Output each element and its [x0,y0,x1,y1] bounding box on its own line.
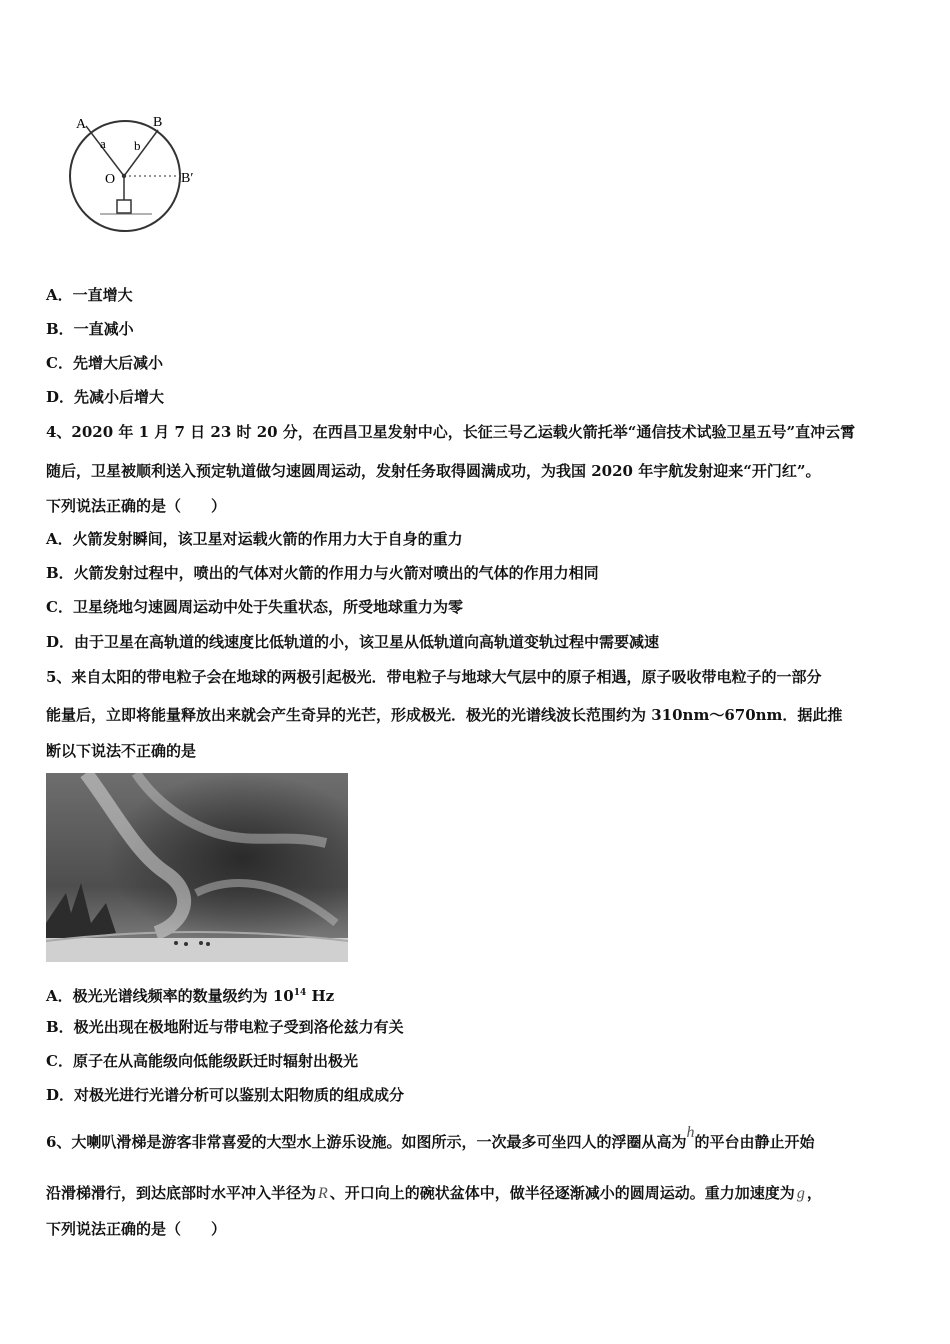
q4-option-b: B．火箭发射过程中，喷出的气体对火箭的作用力与火箭对喷出的气体的作用力相同 [46,564,599,582]
q6-stem-line1 [46,1124,815,1153]
q6-stem-line2 [46,1183,822,1204]
weight-block [117,200,131,213]
q4-stem-line1: 4、2020 年 1 月 7 日 23 时 20 分，在西昌卫星发射中心，长征三号乙运载火箭托举“通信技术试验卫星五号”直冲云霄 [46,423,856,441]
aurora-photo [46,773,348,962]
string-a [86,126,124,176]
q5-option-a-unit: Hz [306,987,335,1005]
q5-option-a-exponent: 14 [293,988,307,998]
q5-option-d: D．对极光进行光谱分析可以鉴别太阳物质的组成成分 [46,1086,405,1104]
q5-stem-line2: 能量后，立即将能量释放出来就会产生奇异的光芒，形成极光．极光的光谱线波长范围约为 310nm～670nm．据此推 [46,706,843,724]
circle-string-diagram [60,108,220,238]
q5-stem-line3: 断以下说法不正确的是 [46,742,197,760]
q4-option-d: D．由于卫星在高轨道的线速度比低轨道的小，该卫星从低轨道向高轨道变轨过程中需要减速 [46,633,660,651]
q5-option-a [46,983,334,1006]
q6-var-h: h [686,1124,695,1141]
label-b-point: B [153,115,163,130]
q6-line2-text-b: 、开口向上的碗状盆体中，做半径逐渐减小的圆周运动。重力加速度为 [329,1184,795,1202]
q4-stem-line3: 下列说法正确的是（ ） [46,497,227,515]
q3-option-b: B．一直减小 [46,320,134,338]
q3-option-a: A．一直增大 [46,286,133,304]
q5-stem-line1: 5、来自太阳的带电粒子会在地球的两极引起极光．带电粒子与地球大气层中的原子相遇，原子吸收带电粒子的一部分 [46,668,822,686]
q6-line2-text-c: ， [806,1184,822,1202]
string-b [124,130,158,176]
label-b-prime: B′ [181,171,194,186]
point-o [122,174,126,178]
q5-option-c: C．原子在从高能级向低能级跃迁时辐射出极光 [46,1052,358,1070]
q3-option-c: C．先增大后减小 [46,354,163,372]
q6-line1-text-a: 6、大喇叭滑梯是游客非常喜爱的大型水上游乐设施。如图所示，一次最多可坐四人的浮圈从高为 [46,1133,687,1151]
label-o-point: O [105,172,116,187]
q4-option-a: A．火箭发射瞬间，该卫星对运载火箭的作用力大于自身的重力 [46,530,463,548]
label-a-point: A [76,117,87,132]
q6-var-r: R [318,1185,328,1202]
q6-line2-text-a: 沿滑梯滑行，到达底部时水平冲入半径为 [46,1184,317,1202]
q4-stem-line2: 随后，卫星被顺利送入预定轨道做匀速圆周运动，发射任务取得圆满成功，为我国 2020 年宇航发射迎来“开门红”。 [46,462,821,480]
q6-var-g: g [796,1185,805,1202]
q5-option-b: B．极光出现在极地附近与带电粒子受到洛伦兹力有关 [46,1018,404,1036]
q6-stem-line3: 下列说法正确的是（ ） [46,1220,227,1238]
q4-option-c: C．卫星绕地匀速圆周运动中处于失重状态，所受地球重力为零 [46,598,463,616]
q6-line1-text-b: 的平台由静止开始 [694,1133,815,1151]
q3-option-d: D．先减小后增大 [46,388,165,406]
label-string-a: a [100,136,106,151]
label-string-b: b [134,138,141,153]
q5-option-a-prefix: A．极光光谱线频率的数量级约为 10 [46,987,294,1005]
